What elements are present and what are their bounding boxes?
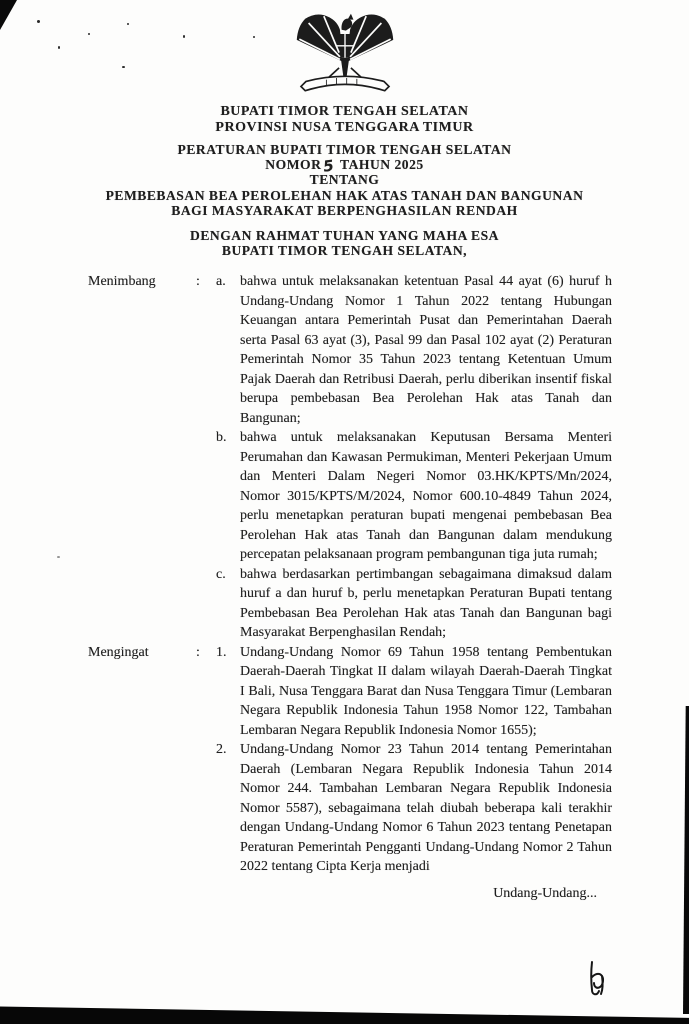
letterhead-line1: BUPATI TIMOR TENGAH SELATAN [220, 104, 469, 119]
ink-speck [122, 66, 125, 68]
item-text: bahwa untuk melaksanakan Keputusan Bersama Menteri Perumahan dan Kawasan Permukiman, Menteri Pekerjaan Umum dan Menteri Dalam Negeri Nomor 03.HK/KPTS/Mn/2024, Nomor 3015/KPTS/M/2024, Nomor 600.10-4849 Tahun 2024, perlu menetapkan peraturan bupati mengenai pembebasan Bea Perolehan Hak atas Tanah dan Bangunan dalam mendukung percepatan pelaksanaan program pembangunan tiga juta rumah; [240, 430, 612, 563]
item-marker: 1. [216, 644, 227, 660]
mengingat-label: Mengingat [88, 644, 149, 660]
letterhead [0, 104, 689, 136]
letterhead-emblem [0, 0, 689, 104]
item-marker: 2. [216, 742, 227, 758]
regulation-number [0, 156, 689, 176]
ink-speck [88, 33, 90, 35]
menimbang-item-a [216, 272, 612, 428]
issuing-authority: BUPATI TIMOR TENGAH SELATAN, [221, 243, 468, 259]
tentang-label: TENTANG [309, 172, 380, 188]
letterhead-line2: PROVINSI NUSA TENGGARA TIMUR [215, 120, 474, 135]
mengingat-item-2 [216, 740, 612, 877]
number-suffix: TAHUN 2025 [340, 157, 424, 173]
garuda-emblem-icon [284, 12, 406, 100]
mengingat-item-1 [216, 643, 612, 741]
item-marker: a. [216, 274, 226, 290]
item-text: bahwa untuk melaksanakan ketentuan Pasal 44 ayat (6) huruf h Undang-Undang Nomor 1 Tahun 2022 tentang Hubungan Keuangan antara Pemerintah Pusat dan Pemerintahan Daerah serta Pasal 63 ayat (3), Pasal 99 dan Pasal 102 ayat (2) Peraturan Pemerintah Nomor 35 Tahun 2023 tentang Ketentuan Umum Pajak Daerah dan Retribusi Daerah, perlu diberikan insentif fiskal berupa pembebasan Bea Perolehan Hak atas Tanah dan Bangunan; [240, 274, 612, 426]
regulation-subject-line1: PEMBEBASAN BEA PEROLEHAN HAK ATAS TANAH DAN BANGUNAN [105, 187, 584, 203]
catchword: Undang-Undang... [493, 885, 597, 901]
scan-edge-bottom [0, 1005, 689, 1024]
menimbang-item-b [216, 428, 612, 565]
item-text: bahwa berdasarkan pertimbangan sebagaimana dimaksud dalam huruf a dan huruf b, perlu menetapkan Peraturan Bupati tentang Pembebasan Bea Perolehan Hak atas Tanah dan Bangunan bagi Masyarakat Berpenghasilan Rendah; [240, 566, 612, 641]
ink-speck [183, 35, 185, 38]
regulation-subject-line2: BAGI MASYARAKAT BERPENGHASILAN RENDAH [171, 202, 518, 218]
regulation-title: PERATURAN BUPATI TIMOR TENGAH SELATAN [177, 142, 512, 157]
regulation-title-block [0, 142, 689, 218]
item-marker: b. [216, 430, 227, 446]
mengingat-section [88, 643, 612, 877]
mengingat-colon: : [196, 644, 200, 660]
item-text: Undang-Undang Nomor 23 Tahun 2014 tentang Pemerintahan Daerah (Lembaran Negara Republik Indonesia Tahun 2014 Nomor 244. Tambahan Lembaran Negara Republik Indonesia Nomor 5587), sebagaimana telah diubah beberapa kali terakhir dengan Undang-Undang Nomor 6 Tahun 2023 tentang Penetapan Peraturan Pemerintah Pengganti Undang-Undang Nomor 2 Tahun 2022 tentang Cipta Kerja menjadi [240, 742, 612, 875]
menimbang-item-c [216, 565, 612, 643]
menimbang-section [88, 272, 612, 643]
ink-speck [57, 556, 60, 558]
ink-speck [37, 20, 40, 23]
ink-speck [58, 46, 60, 49]
item-text: Undang-Undang Nomor 69 Tahun 1958 tentang Pembentukan Daerah-Daerah Tingkat II dalam wilayah Daerah-Daerah Tingkat I Bali, Nusa Tenggara Barat dan Nusa Tenggara Timur (Lembaran Negara Republik Indonesia Tahun 1958 Nomor 122, Tambahan Lembaran Negara Republik Indonesia Nomor 1655); [240, 644, 612, 738]
handwritten-number: 5 [322, 156, 336, 176]
number-prefix: NOMOR [265, 157, 322, 173]
invocation-line: DENGAN RAHMAT TUHAN YANG MAHA ESA [190, 228, 499, 244]
item-marker: c. [216, 566, 226, 582]
handwritten-paraph-icon [583, 958, 613, 1007]
document-body [0, 272, 689, 903]
ink-speck [253, 36, 255, 38]
ink-speck [127, 23, 129, 25]
invocation-block [0, 228, 689, 258]
menimbang-label: Menimbang [88, 274, 156, 290]
menimbang-colon: : [196, 274, 200, 290]
